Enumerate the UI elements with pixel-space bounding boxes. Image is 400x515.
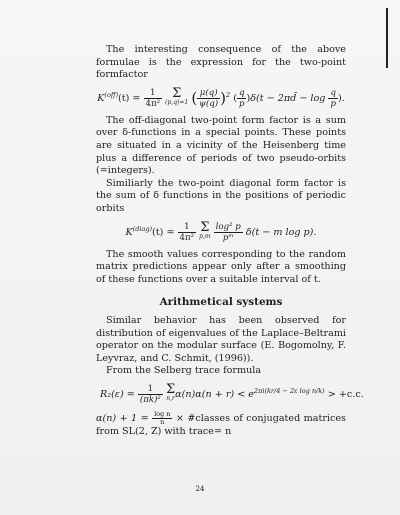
alpha-definition: α(n) + 1 = <box>96 412 149 424</box>
eq3-body: α(n)α(n + r) < e <box>175 388 254 400</box>
eq1-frac3: $\frac{q}{p}$ <box>330 87 336 109</box>
margin-mark <box>386 8 388 68</box>
paragraph-5: Similar behavior has been observed for distribution of eigenvalues of the Laplace–Beltrami operator on the modular surface (E. Bogomolny, F. Leyvraz, and C. Schmit, (1996)). <box>96 314 346 364</box>
paragraph-6: From the Selberg trace formula <box>106 365 262 377</box>
eq1-coef: $\frac{1}{\text{4π²}}$ <box>145 87 161 109</box>
paragraph-1: The interesting consequence of the above formulae is the expression for the two-point formfactor <box>96 44 346 81</box>
eq3-exp: 2πi(kr/4 − 2ε log n/k) <box>253 386 325 395</box>
eq2-rest: δ(t − m log p). <box>245 226 317 238</box>
eq3-sum: Σ n,r <box>165 382 176 403</box>
paragraph-3: Similiarly the two-point diagonal form factor is the sum of δ functions in the positions of periodic orbits <box>96 177 346 214</box>
eq1-ratio: $\frac{\mu(q)}{\psi(q)}$ <box>199 87 219 109</box>
equation-off-diagonal: $K^{(off)}(t)$ = $\frac{1}{\text{4π²}}$ Σ (p,q)=1 ( $\frac{\mu(q)}{\psi(q)}$ )$^2$ ( $\frac{q}{p}$ )δ(t − 2πd̄ − log $\frac{q}{p}$ ). <box>97 86 345 109</box>
eq2-lhs-arg: (t) = <box>152 226 175 238</box>
eq1-power: 2 <box>225 90 231 99</box>
eq1-delta: δ(t − 2πd̄ − log <box>250 92 326 104</box>
eq2-term: $\frac{\text{log² p}}{\text{pᵐ}}$ <box>215 221 241 243</box>
log-fraction: $\frac{\text{log n}}{n}$ <box>154 409 171 426</box>
eq2-sum: Σ p,m <box>199 220 211 241</box>
paragraph-7 <box>96 411 346 439</box>
eq1-paren-close: ) <box>220 88 226 107</box>
eq2-lhs: K <box>125 226 133 238</box>
eq1-frac2: $\frac{q}{p}$ <box>238 87 245 109</box>
eq1-paren-open: ( <box>191 88 198 107</box>
page-body <box>96 44 364 438</box>
page-number: 24 <box>195 485 205 493</box>
equation-diagonal <box>96 222 346 243</box>
eq3-tail: > +c.c. <box>327 388 364 400</box>
paragraph-4: The smooth values corresponding to the random matrix predictions appear only after a smoothing of these functions over a suitable interval of t. <box>96 248 346 285</box>
eq1-lhs-arg: (t) = <box>118 92 141 104</box>
eq1-lhs-sup: (off) <box>104 90 118 99</box>
section-heading: Arithmetical systems <box>159 296 283 309</box>
eq1-close: ). <box>337 92 345 104</box>
eq2-coef: $\frac{1}{\text{4π²}}$ <box>179 221 195 243</box>
alpha-definition-tail: × #classes of conjugated matrices from SL(2, Z) with trace= n <box>96 412 346 437</box>
equation-selberg <box>96 382 364 405</box>
eq1-lhs: K <box>97 92 105 104</box>
eq3-coef: $\frac{1}{\text{(πk)²}}$ <box>139 383 161 405</box>
eq1-sum: Σ (p,q)=1 <box>165 86 189 107</box>
eq2-lhs-sup: (diag) <box>132 224 153 233</box>
eq3-lhs: R₂(ε) = <box>100 388 135 400</box>
paragraph-2: The off-diagonal two-point form factor is a sum over δ-functions in a special points. These points are situated in a vicinity of the Heisenberg time plus a difference of periods of two pseudo-orbits (=integers). <box>96 114 346 177</box>
